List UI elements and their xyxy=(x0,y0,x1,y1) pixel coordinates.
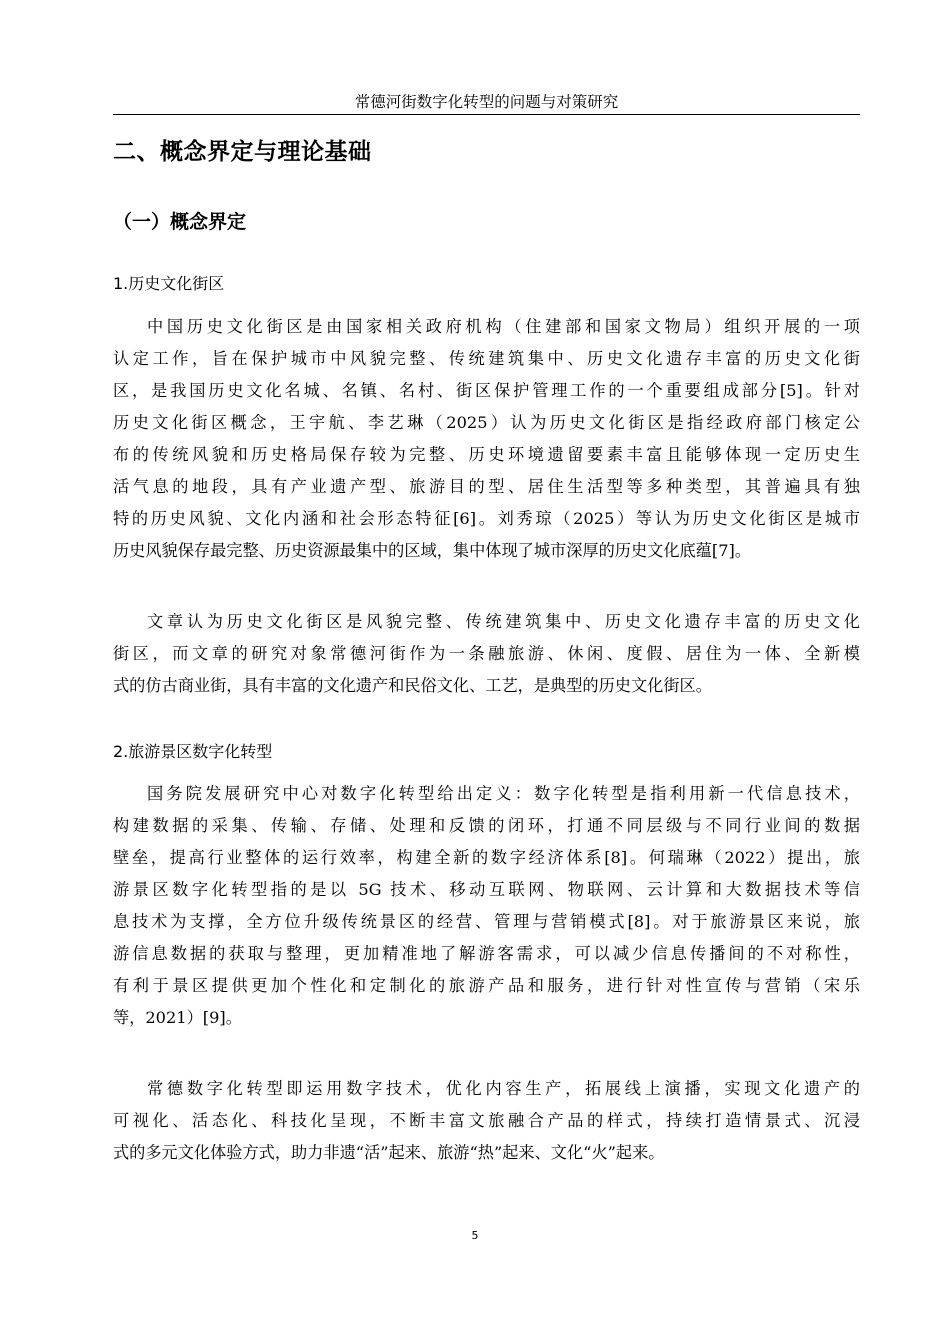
text-line: 国务院发展研究中心对数字化转型给出定义：数字化转型是指利用新一代信息技术， xyxy=(147,784,860,803)
text-line: 可视化、活态化、科技化呈现，不断丰富文旅融合产品的样式，持续打造情景式、沉浸 xyxy=(113,1111,860,1130)
text-line: 式的多元文化体验方式，助力非遗“活”起来、旅游“热”起来、文化“火”起来。 xyxy=(113,1143,665,1162)
paragraph xyxy=(113,1073,860,1169)
text-line: 布的传统风貌和历史格局保存较为完整、历史环境遗留要素丰富且能够体现一定历史生 xyxy=(113,445,860,464)
text-line: 式的仿古商业街，具有丰富的文化遗产和民俗文化、工艺，是典型的历史文化街区。 xyxy=(113,676,712,695)
chapter-title: 二、概念界定与理论基础 xyxy=(113,139,372,165)
text-line: 文章认为历史文化街区是风貌完整、传统建筑集中、历史文化遗存丰富的历史文化 xyxy=(147,612,860,631)
subsection-title-historic-district: 1.历史文化街区 xyxy=(113,274,225,293)
section-title: （一）概念界定 xyxy=(113,211,247,233)
text-line: 构建数据的采集、传输、存储、处理和反馈的闭环，打通不同层级与不同行业间的数据 xyxy=(113,816,860,835)
text-line: 特的历史风貌、文化内涵和社会形态特征[6]。刘秀琼（2025）等认为历史文化街区是城市 xyxy=(113,509,860,528)
text-line: 游信息数据的获取与整理，更加精准地了解游客需求，可以减少信息传播间的不对称性， xyxy=(113,944,860,963)
text-line: 游景区数字化转型指的是以 5G 技术、移动互联网、物联网、云计算和大数据技术等信 xyxy=(113,880,860,899)
text-line: 活气息的地段，具有产业遗产型、旅游目的型、居住生活型等多种类型，其普遍具有独 xyxy=(113,477,860,496)
text-line: 区，是我国历史文化名城、名镇、名村、街区保护管理工作的一个重要组成部分[5]。针对 xyxy=(113,381,860,400)
text-line: 壁垒，提高行业整体的运行效率，构建全新的数字经济体系[8]。何瑞琳（2022）提出，旅 xyxy=(113,848,860,867)
text-line: 息技术为支撑，全方位升级传统景区的经营、管理与营销模式[8]。对于旅游景区来说，旅 xyxy=(113,912,860,931)
page-number: 5 xyxy=(471,1229,479,1242)
text-line: 历史文化街区概念，王宇航、李艺琳（2025）认为历史文化街区是指经政府部门核定公 xyxy=(113,413,860,432)
running-header: 常德河街数字化转型的问题与对策研究 xyxy=(113,92,860,115)
text-line: 中国历史文化街区是由国家相关政府机构（住建部和国家文物局）组织开展的一项 xyxy=(147,317,860,336)
text-line: 街区，而文章的研究对象常德河街作为一条融旅游、休闲、度假、居住为一体、全新模 xyxy=(113,644,860,663)
subsection-title-digital-transformation: 2.旅游景区数字化转型 xyxy=(113,742,273,761)
paragraph xyxy=(113,311,860,567)
text-line: 等，2021）[9]。 xyxy=(113,1008,242,1027)
paragraph xyxy=(113,606,860,702)
text-line: 历史风貌保存最完整、历史资源最集中的区域，集中体现了城市深厚的历史文化底蕴[7]。 xyxy=(113,541,752,560)
text-line: 有利于景区提供更加个性化和定制化的旅游产品和服务，进行针对性宣传与营销（宋乐 xyxy=(113,976,860,995)
text-line: 认定工作，旨在保护城市中风貌完整、传统建筑集中、历史文化遗存丰富的历史文化街 xyxy=(113,349,860,368)
text-line: 常德数字化转型即运用数字技术，优化内容生产，拓展线上演播，实现文化遗产的 xyxy=(147,1079,860,1098)
paragraph xyxy=(113,778,860,1034)
